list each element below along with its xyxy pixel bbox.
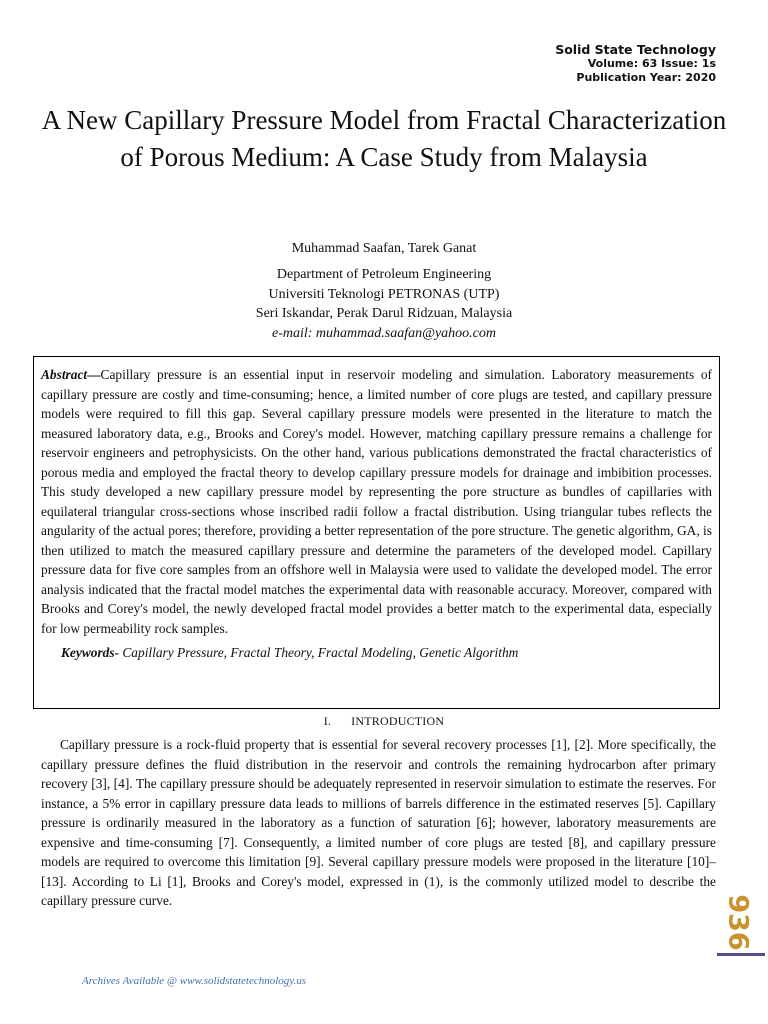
- abstract-label: Abstract—: [41, 367, 101, 382]
- affiliation-address: Seri Iskandar, Perak Darul Ridzuan, Malaysia: [255, 306, 513, 321]
- paper-title: A New Capillary Pressure Model from Fractal Characterization of Porous Medium: A Case Study from Malaysia: [41, 105, 727, 172]
- section-heading-introduction: [0, 714, 768, 729]
- journal-publication-year: Publication Year: 2020: [576, 71, 716, 84]
- footer-archive-link[interactable]: Archives Available @ www.solidstatetechnology.us: [82, 975, 307, 987]
- keywords-line: [61, 645, 712, 661]
- author-affiliation: [0, 265, 768, 343]
- paper-authors: Muhammad Saafan, Tarek Ganat: [291, 241, 477, 256]
- journal-header: [555, 43, 716, 85]
- keywords-list: Capillary Pressure, Fractal Theory, Fractal Modeling, Genetic Algorithm: [119, 645, 519, 660]
- introduction-paragraph: Capillary pressure is a rock-fluid property that is essential for several recovery processes [1], [2]. More specifically, the capillary pressure defines the fluid distribution in the reservoir and controls the remaining hydrocarbon after primary recovery [3], [4]. The capillary pressure should be adequately represented in reservoir simulation to estimate the reserves. For instance, a 5% error in capillary pressure data leads to millions of barrels difference in the estimated reserves [5]. Capillary pressure is ordinarily measured in the laboratory as a function of saturation [6]; however, laboratory measurements are expensive and time-consuming [7]. Consequently, a limited number of core plugs are tested [8], and capillary pressure models are required to overcome this limitation [9]. Several capillary pressure models were proposed in the literature [10]–[13]. According to Li [1], Brooks and Corey's model, expressed in (1), is the commonly utilized model to describe the capillary pressure curve.: [41, 737, 716, 908]
- section-title: INTRODUCTION: [351, 714, 445, 728]
- page-number-text: 936: [722, 894, 754, 951]
- abstract-paragraph: [41, 365, 712, 638]
- affiliation-university: Universiti Teknologi PETRONAS (UTP): [268, 286, 500, 302]
- page-number-bar: [717, 953, 765, 956]
- affiliation-department: Department of Petroleum Engineering: [276, 267, 492, 282]
- journal-name: Solid State Technology: [555, 42, 716, 57]
- abstract-body: Capillary pressure is an essential input in reservoir modeling and simulation. Laboratory measurements of capillary pressure are costly and time-consuming; hence, a limited number of core plugs are tested, and capillary pressure models were required to fill this gap. Several capillary pressure models were presented in the literature to match the measured laboratory data, e.g., Brooks and Corey's model. However, matching capillary pressure remains a challenge for reservoir engineers and petrophysicists. On the other hand, various publications demonstrated the fractal characteristics of porous media and employed the fractal theory to develop capillary pressure models for drainage and imbibition processes. This study developed a new capillary pressure model by representing the pore structure as bundles of capillaries with equilateral triangular cross-sections whose inscribed radii follow a fractal distribution. Using triangular tubes reflects the angularity of the actual pores; therefore, providing a better representation of the pore structure. The genetic algorithm, GA, is then utilized to match the measured capillary pressure and determine the parameters of the developed model. Capillary pressure data for five core samples from an offshore well in Malaysia were used to validate the developed model. The error analysis indicated that the fractal model matches the experimental data with reasonable accuracy. Moreover, compared with Brooks and Corey's model, the newly developed fractal model provides a better match to the experimental data, especially for low permeability rock samples.: [41, 367, 712, 636]
- page-number: [724, 893, 754, 953]
- keywords-label: Keywords-: [61, 645, 120, 660]
- author-email: e-mail: muhammad.saafan@yahoo.com: [271, 325, 496, 341]
- journal-volume-issue: Volume: 63 Issue: 1s: [587, 57, 716, 70]
- section-number: I.: [323, 714, 332, 728]
- abstract-box: [33, 356, 720, 709]
